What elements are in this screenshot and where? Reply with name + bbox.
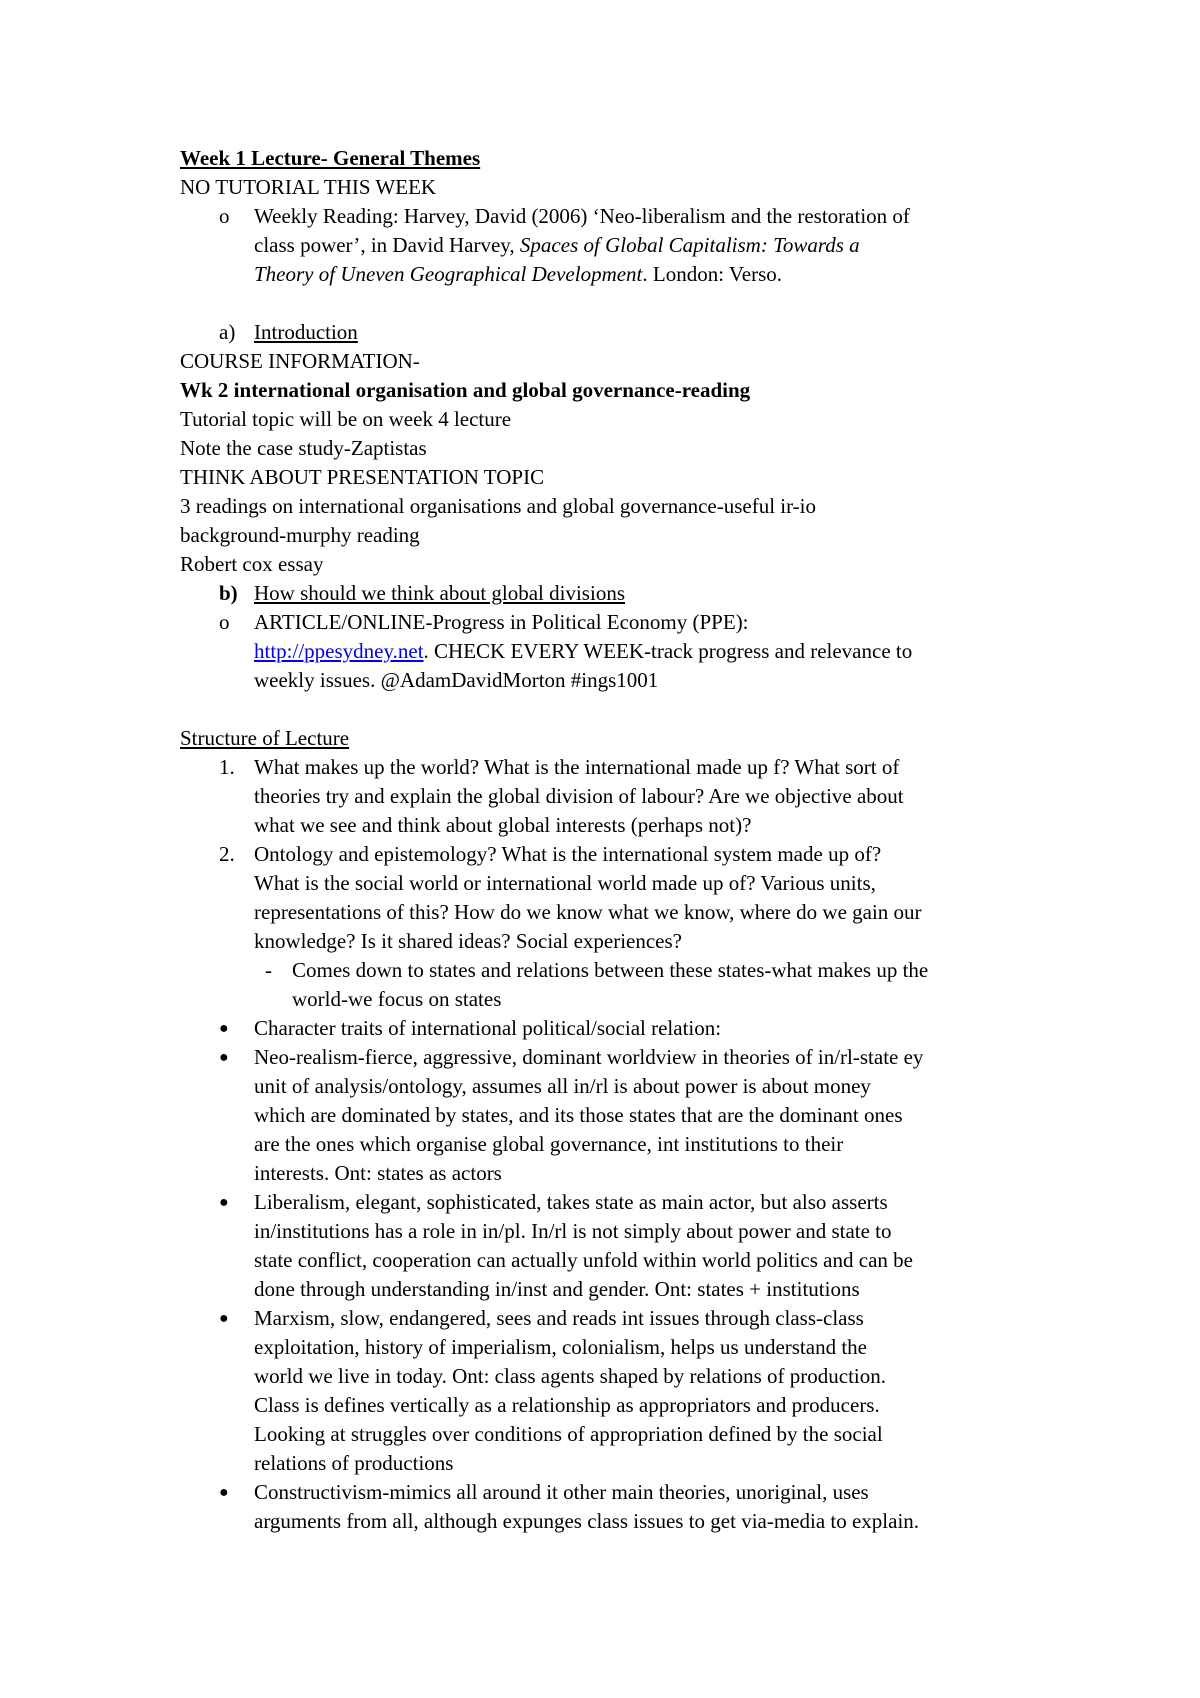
item-line: state conflict, cooperation can actually unfold within world politics and can be <box>254 1248 913 1272</box>
article-item <box>180 608 1023 695</box>
item-line: interests. Ont: states as actors <box>254 1161 502 1185</box>
bullet-item <box>180 1043 1023 1188</box>
bullet-icon: ● <box>219 1194 229 1211</box>
course-note: Note the case study-Zaptistas <box>180 436 427 460</box>
course-note: Tutorial topic will be on week 4 lecture <box>180 407 512 431</box>
course-note: Robert cox essay <box>180 552 324 576</box>
bullet-item <box>180 1014 1023 1043</box>
item-line: knowledge? Is it shared ideas? Social experiences? <box>254 929 682 953</box>
page-title: Week 1 Lecture- General Themes <box>180 146 481 170</box>
spacer <box>180 289 1023 318</box>
item-line: done through understanding in/inst and gender. Ont: states + institutions <box>254 1277 860 1301</box>
bullet-item <box>180 1188 1023 1304</box>
bullet-icon: ● <box>219 1020 229 1037</box>
ppe-link[interactable]: http://ppesydney.net <box>254 639 424 663</box>
item-line: theories try and explain the global division of labour? Are we objective about <box>254 784 904 808</box>
item-line: Looking at struggles over conditions of appropriation defined by the social <box>254 1422 883 1446</box>
item-line: Marxism, slow, endangered, sees and reads int issues through class-class <box>254 1306 864 1330</box>
reading-line: Weekly Reading: Harvey, David (2006) ‘Neo-liberalism and the restoration of <box>254 204 910 228</box>
item-line: Liberalism, elegant, sophisticated, takes state as main actor, but also asserts <box>254 1190 888 1214</box>
item-line: relations of productions <box>254 1451 454 1475</box>
bullet-icon: ● <box>219 1310 229 1327</box>
item-line: world we live in today. Ont: class agents shaped by relations of production. <box>254 1364 886 1388</box>
week2-reading-heading: Wk 2 international organisation and global governance-reading <box>180 378 751 402</box>
item-line: are the ones which organise global governance, int institutions to their <box>254 1132 844 1156</box>
no-tutorial-notice: NO TUTORIAL THIS WEEK <box>180 175 437 199</box>
list-marker: - <box>265 958 272 982</box>
weekly-reading-item <box>180 202 1023 289</box>
list-marker: 2. <box>219 842 235 866</box>
course-note: THINK ABOUT PRESENTATION TOPIC <box>180 465 545 489</box>
course-note: 3 readings on international organisations and global governance-useful ir-io <box>180 494 817 518</box>
item-line: unit of analysis/ontology, assumes all in/rl is about power is about money <box>254 1074 871 1098</box>
circle-bullet-icon: o <box>219 610 230 634</box>
item-line: Neo-realism-fierce, aggressive, dominant worldview in theories of in/rl-state ey <box>254 1045 924 1069</box>
article-line: weekly issues. @AdamDavidMorton #ings1001 <box>254 668 659 692</box>
reading-line: Theory of Uneven Geographical Development. London: Verso. <box>254 262 782 286</box>
spacer <box>180 695 1023 724</box>
numbered-item <box>180 753 1023 840</box>
bullet-icon: ● <box>219 1049 229 1066</box>
item-line: what we see and think about global interests (perhaps not)? <box>254 813 752 837</box>
item-line: world-we focus on states <box>292 987 502 1011</box>
item-line: exploitation, history of imperialism, colonialism, helps us understand the <box>254 1335 867 1359</box>
reading-line: class power’, in David Harvey, Spaces of Global Capitalism: Towards a <box>254 233 860 257</box>
item-line: in/institutions has a role in in/pl. In/rl is not simply about power and state to <box>254 1219 892 1243</box>
section-heading: Introduction <box>254 320 358 344</box>
item-line: Constructivism-mimics all around it other main theories, unoriginal, uses <box>254 1480 869 1504</box>
item-line: arguments from all, although expunges class issues to get via-media to explain. <box>254 1509 920 1533</box>
bullet-item <box>180 1478 1023 1536</box>
item-line: Character traits of international political/social relation: <box>254 1016 722 1040</box>
structure-heading: Structure of Lecture <box>180 726 350 750</box>
list-marker: b) <box>219 581 238 605</box>
item-line: What is the social world or international world made up of? Various units, <box>254 871 876 895</box>
circle-bullet-icon: o <box>219 204 230 228</box>
numbered-item <box>180 840 1023 956</box>
course-note: background-murphy reading <box>180 523 420 547</box>
item-line: Ontology and epistemology? What is the international system made up of? <box>254 842 882 866</box>
article-line: http://ppesydney.net. CHECK EVERY WEEK-track progress and relevance to <box>254 639 913 663</box>
list-marker: 1. <box>219 755 235 779</box>
list-marker: a) <box>219 320 236 344</box>
section-heading: How should we think about global divisions <box>254 581 625 605</box>
dash-item <box>180 956 1023 1014</box>
item-line: What makes up the world? What is the international made up f? What sort of <box>254 755 900 779</box>
document-body <box>180 144 1023 1536</box>
item-line: Class is defines vertically as a relationship as appropriators and producers. <box>254 1393 880 1417</box>
bullet-icon: ● <box>219 1484 229 1501</box>
item-line: which are dominated by states, and its those states that are the dominant ones <box>254 1103 903 1127</box>
course-info-heading: COURSE INFORMATION- <box>180 349 420 373</box>
item-line: representations of this? How do we know what we know, where do we gain our <box>254 900 922 924</box>
section-global-divisions <box>180 579 1023 608</box>
article-line: ARTICLE/ONLINE-Progress in Political Economy (PPE): <box>254 610 749 634</box>
item-line: Comes down to states and relations between these states-what makes up the <box>292 958 929 982</box>
bullet-item <box>180 1304 1023 1478</box>
section-introduction <box>180 318 1023 347</box>
